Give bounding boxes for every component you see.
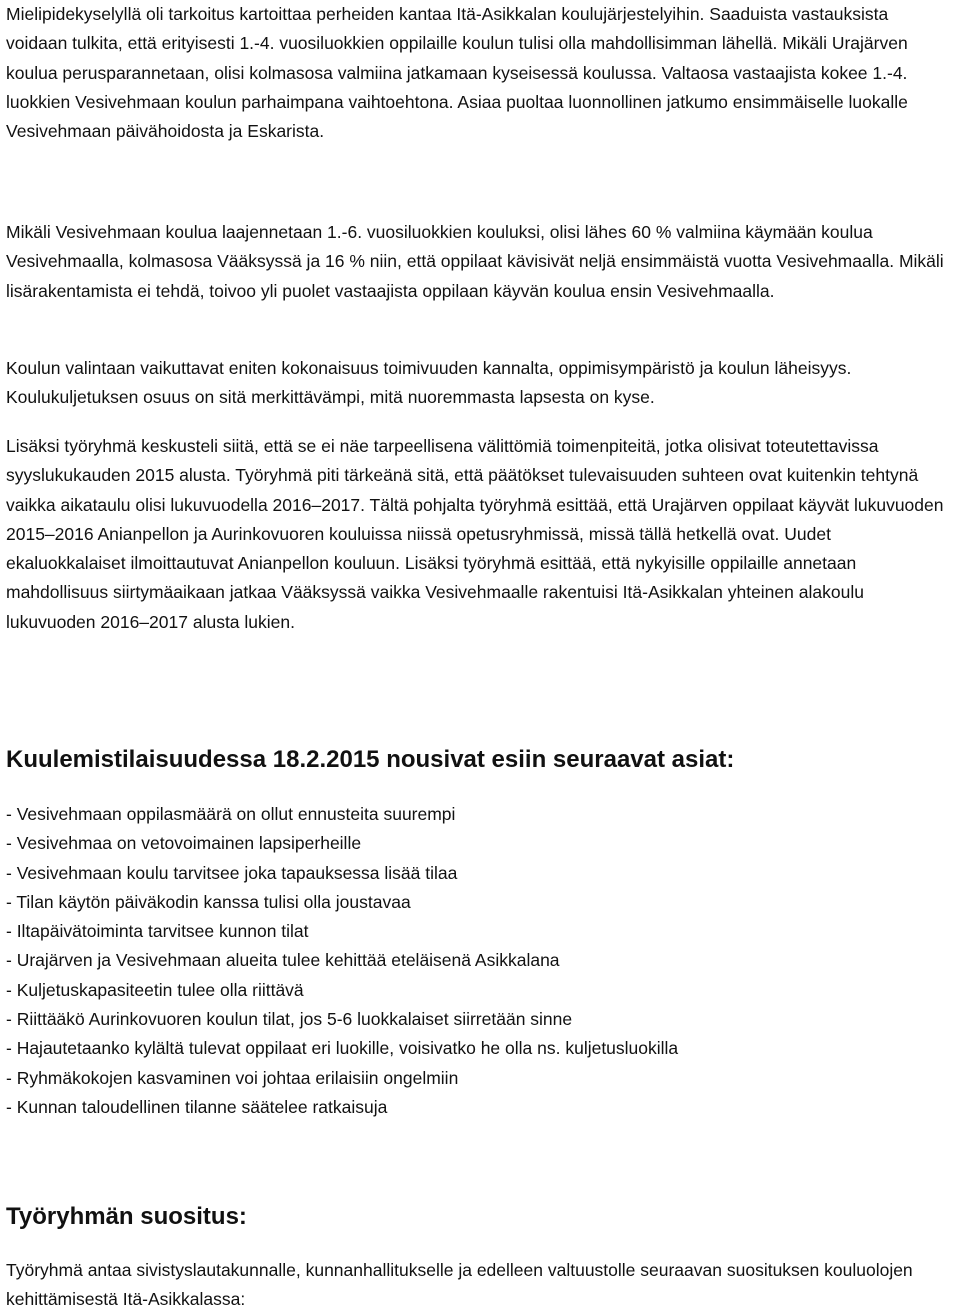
list-item: - Hajautetaanko kylältä tulevat oppilaat eri luokille, voisivatko he olla ns. kuljetusluokilla	[6, 1038, 679, 1059]
paragraph-school-choice: Koulun valintaan vaikuttavat eniten kokonaisuus toimivuuden kannalta, oppimisympäristö ja koulun läheisyys. Koulukuljetuksen osuus on sitä merkittävämpi, mitä nuoremmasta lapsesta on kyse.	[6, 358, 852, 408]
heading-recommendation: Työryhmän suositus:	[6, 1203, 247, 1230]
hearing-points-list	[6, 800, 678, 1122]
list-item: - Kuljetuskapasiteetin tulee olla riittävä	[6, 979, 304, 1000]
list-item: - Riittääkö Aurinkovuoren koulun tilat, jos 5-6 luokkalaiset siirretään sinne	[6, 1009, 573, 1030]
list-item: - Iltapäivätoiminta tarvitsee kunnon tilat	[6, 921, 309, 942]
list-item: - Ryhmäkokojen kasvaminen voi johtaa erilaisiin ongelmiin	[6, 1067, 459, 1088]
paragraph-school-expansion: Mikäli Vesivehmaan koulua laajennetaan 1.-6. vuosiluokkien kouluksi, olisi lähes 60 % valmiina käymään koulua Vesivehmaalla, kolmasosa Vääksyssä ja 16 % niin, että oppilaat kävisivät neljä ensimmäistä vuotta Vesivehmaalla. Mikäli lisärakentamista ei tehdä, toivoo yli puolet vastaajista oppilaan käyvän koulua ensin Vesivehmaalla.	[6, 222, 944, 301]
paragraph-survey-intro: Mielipidekyselyllä oli tarkoitus kartoittaa perheiden kantaa Itä-Asikkalan koulujärjestelyihin. Saaduista vastauksista voidaan tulkita, että erityisesti 1.-4. vuosiluokkien oppilaille koulun tulisi olla mahdollisimman lähellä. Mikäli Urajärven koulua perusparannetaan, olisi kolmasosa valmiina jatkamaan kyseisessä koulussa. Valtaosa vastaajista kokee 1.-4. luokkien Vesivehmaan koulun parhaimpana vaihtoehtona. Asiaa puoltaa luonnollinen jatkumo ensimmäiselle luokalle Vesivehmaan päivähoidosta ja Eskarista.	[6, 4, 908, 142]
list-item: - Kunnan taloudellinen tilanne säätelee ratkaisuja	[6, 1096, 388, 1117]
list-item: - Tilan käytön päiväkodin kanssa tulisi olla joustavaa	[6, 891, 411, 912]
paragraph-recommendation-intro: Työryhmä antaa sivistyslautakunnalle, kunnanhallitukselle ja edelleen valtuustolle seuraavan suosituksen kouluolojen kehittämisestä Itä-Asikkalassa:	[6, 1260, 913, 1310]
list-item: - Vesivehmaa on vetovoimainen lapsiperheille	[6, 833, 362, 854]
list-item: - Vesivehmaan koulu tarvitsee joka tapauksessa lisää tilaa	[6, 862, 458, 883]
heading-hearing: Kuulemistilaisuudessa 18.2.2015 nousivat esiin seuraavat asiat:	[6, 746, 735, 773]
list-item: - Vesivehmaan oppilasmäärä on ollut ennusteita suurempi	[6, 804, 456, 824]
paragraph-workgroup-proposal: Lisäksi työryhmä keskusteli siitä, että se ei näe tarpeellisena välittömiä toimenpiteitä, jotka olisivat toteutettavissa syyslukukauden 2015 alusta. Työryhmä piti tärkeänä sitä, että päätökset tulevaisuuden suhteen ovat kuitenkin tehtynä vaikka aikataulu olisi lukuvuodella 2016–2017. Tältä pohjalta työryhmä esittää, että Urajärven oppilaat käyvät lukuvuoden 2015–2016 Anianpellon ja Aurinkovuoren kouluissa niissä opetusryhmissä, missä tällä hetkellä ovat. Uudet ekaluokkalaiset ilmoittautuvat Anianpellon kouluun. Lisäksi työryhmä esittää, että nykyisille oppilaille annetaan mahdollisuus siirtymäaikaan jatkaa Vääksyssä vaikka Vesivehmaalle rakentuisi Itä-Asikkalan yhteinen alakoulu lukuvuoden 2016–2017 alusta lukien.	[6, 436, 944, 632]
list-item: - Urajärven ja Vesivehmaan alueita tulee kehittää eteläisenä Asikkalana	[6, 950, 560, 971]
